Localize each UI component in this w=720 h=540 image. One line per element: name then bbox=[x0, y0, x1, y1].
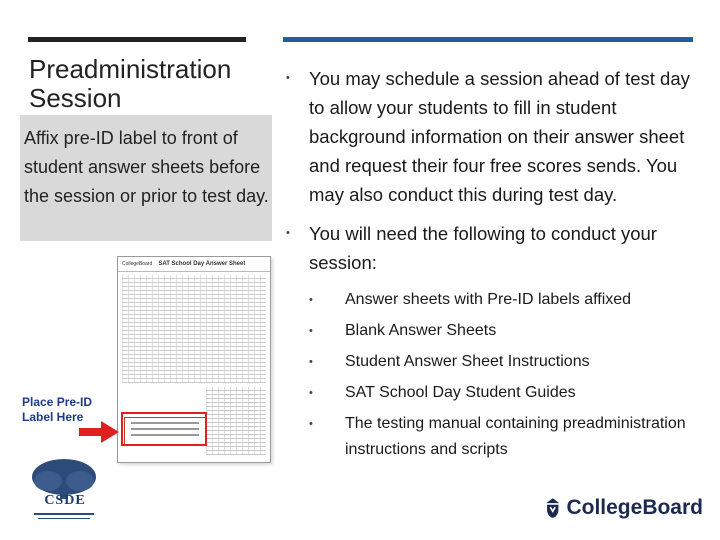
bullet-dot-icon: • bbox=[309, 294, 313, 306]
answer-sheet-title: SAT School Day Answer Sheet bbox=[158, 261, 246, 267]
collegeboard-logo bbox=[543, 491, 703, 525]
answer-sheet-logo: CollegeBoard bbox=[122, 261, 153, 267]
pre-id-highlight-box bbox=[121, 412, 207, 446]
csde-logo-text: CSDE bbox=[44, 493, 86, 508]
bullet-dot-icon: • bbox=[309, 356, 313, 368]
bubble-grid bbox=[122, 275, 266, 383]
bullet-text: You may schedule a session ahead of test day to allow your students to fill in student background information on their answer sheet and request their four free scores sends. You may also conduct this during test day. bbox=[309, 68, 690, 205]
bullet-dot-icon: • bbox=[309, 418, 313, 430]
bullet-list bbox=[286, 64, 702, 468]
sub-bullet-item bbox=[304, 287, 702, 313]
sub-bullet-item bbox=[304, 411, 702, 463]
sub-bullet-text: Answer sheets with Pre-ID labels affixed bbox=[345, 291, 632, 308]
bullet-dot-icon: • bbox=[286, 227, 290, 239]
sub-bullet-text: SAT School Day Student Guides bbox=[345, 384, 576, 401]
arrow-right-icon bbox=[79, 421, 119, 443]
collegeboard-logo-text: CollegeBoard bbox=[566, 496, 703, 519]
answer-sheet-header bbox=[118, 257, 270, 272]
title-rule-left bbox=[28, 37, 246, 42]
title-rule-right bbox=[283, 37, 693, 42]
bullet-dot-icon: • bbox=[286, 72, 290, 84]
bullet-dot-icon: • bbox=[309, 387, 313, 399]
sub-bullet-list bbox=[286, 287, 702, 463]
sub-bullet-text: Blank Answer Sheets bbox=[345, 322, 497, 339]
sub-bullet-item bbox=[304, 380, 702, 406]
oak-tree-icon bbox=[28, 455, 100, 523]
highlight-text: Affix pre-ID label to front of student answer sheets before the session or prior to test day. bbox=[24, 128, 269, 206]
bubble-grid-lower bbox=[206, 387, 266, 455]
sub-bullet-text: Student Answer Sheet Instructions bbox=[345, 353, 590, 370]
bullet-text: You will need the following to conduct your session: bbox=[309, 223, 657, 273]
slide-title: Preadministration Session bbox=[29, 54, 232, 113]
bullet-dot-icon: • bbox=[309, 325, 313, 337]
place-label-callout: Place Pre-ID Label Here bbox=[22, 395, 93, 424]
sub-bullet-text: The testing manual containing preadministration instructions and scripts bbox=[345, 415, 686, 458]
bullet-item bbox=[286, 64, 702, 209]
bullet-item bbox=[286, 219, 702, 277]
sub-bullet-item bbox=[304, 318, 702, 344]
acorn-icon bbox=[543, 494, 562, 522]
sub-bullet-item bbox=[304, 349, 702, 375]
